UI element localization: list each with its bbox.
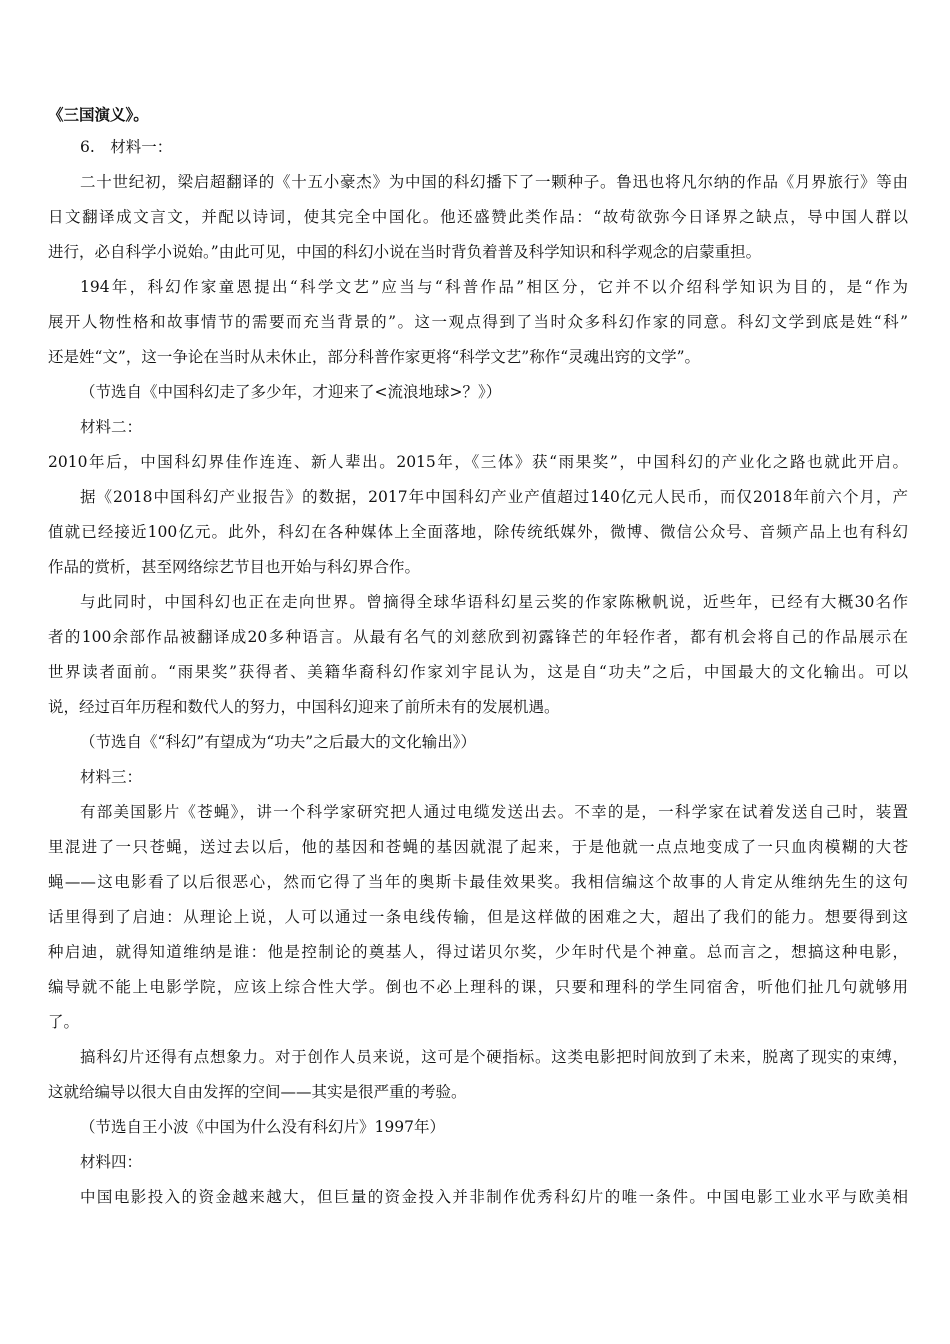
text-line: 种启迪，就得知道维纳是谁：他是控制论的奠基人，得过诺贝尔奖，少年时代是个神童。总而言之，想搞这种电影， xyxy=(48,943,908,961)
section-heading: 材料四： xyxy=(80,1153,143,1171)
text-line: 还是姓“文”，这一争论在当时从未休止，部分科普作家更将“科学文艺”称作“灵魂出窍的文学”。 xyxy=(48,348,701,366)
text-line: 编导就不能上电影学院，应该上综合性大学。倒也不必上理科的课，只要和理科的学生同宿舍，听他们扯几句就够用 xyxy=(48,978,908,996)
text-line: 话里得到了启迪：从理论上说，人可以通过一条电线传输，但是这样做的困难之大，超出了我们的能力。想要得到这 xyxy=(48,908,908,926)
text-line: 搞科幻片还得有点想象力。对于创作人员来说，这可是个硬指标。这类电影把时间放到了未来，脱离了现实的束缚， xyxy=(80,1048,908,1066)
text-line: 日文翻译成文言文，并配以诗词，使其完全中国化。他还盛赞此类作品：“故苟欲弥今日译界之缺点，导中国人群以 xyxy=(48,208,908,226)
text-line: 194年，科幻作家童恩提出“科学文艺”应当与“科普作品”相区分，它并不以介绍科学知识为目的，是“作为 xyxy=(80,278,908,296)
source-citation: （节选自王小波《中国为什么没有科幻片》1997年） xyxy=(80,1118,445,1136)
text-line: 中国电影投入的资金越来越大，但巨量的资金投入并非制作优秀科幻片的唯一条件。中国电影工业水平与欧美相 xyxy=(80,1188,908,1206)
text-line: 《三国演义》。 xyxy=(48,106,149,124)
source-citation: （节选自《中国科幻走了多少年，才迎来了<流浪地球>？》） xyxy=(80,383,502,401)
text-line: 据《2018中国科幻产业报告》的数据，2017年中国科幻产业产值超过140亿元人民币，而仅2018年前六个月，产 xyxy=(80,488,908,506)
text-line: 世界读者面前。“雨果奖”获得者、美籍华裔科幻作家刘宇昆认为，这是自“功夫”之后，中国最大的文化输出。可以 xyxy=(48,663,908,681)
text-line: 了。 xyxy=(48,1013,80,1031)
text-line: 进行，必自科学小说始。”由此可见，中国的科幻小说在当时背负着普及科学知识和科学观念的启蒙重担。 xyxy=(48,243,762,261)
text-line: 有部美国影片《苍蝇》，讲一个科学家研究把人通过电缆发送出去。不幸的是，一科学家在试着发送自己时，装置 xyxy=(80,803,908,821)
text-line: 说，经过百年历程和数代人的努力，中国科幻迎来了前所未有的发展机遇。 xyxy=(48,698,560,716)
text-line: 这就给编导以很大自由发挥的空间——其实是很严重的考验。 xyxy=(48,1083,467,1101)
text-line: 里混进了一只苍蝇，送过去以后，他的基因和苍蝇的基因就混了起来，于是他就一点点地变成了一只血肉模糊的大苍 xyxy=(48,838,908,856)
text-line: 作品的赏析，甚至网络综艺节目也开始与科幻界合作。 xyxy=(48,558,421,576)
text-line: 2010年后，中国科幻界佳作连连、新人辈出。2015年，《三体》获“雨果奖”，中国科幻的产业化之路也就此开启。 xyxy=(48,453,908,471)
text-line: 二十世纪初，梁启超翻译的《十五小豪杰》为中国的科幻播下了一颗种子。鲁迅也将凡尔纳的作品《月界旅行》等由 xyxy=(80,173,908,191)
text-line: 展开人物性格和故事情节的需要而充当背景的”。这一观点得到了当时众多科幻作家的同意。科幻文学到底是姓“科” xyxy=(48,313,908,331)
question-number: 6. 材料一： xyxy=(80,138,173,156)
section-heading: 材料二： xyxy=(80,418,143,436)
text-line: 与此同时，中国科幻也正在走向世界。曾摘得全球华语科幻星云奖的作家陈楸帆说，近些年，已经有大概30名作 xyxy=(80,593,908,611)
section-heading: 材料三： xyxy=(80,768,143,786)
text-line: 者的100余部作品被翻译成20多种语言。从最有名气的刘慈欣到初露锋芒的年轻作者，都有机会将自己的作品展示在 xyxy=(48,628,908,646)
text-line: 值就已经接近100亿元。此外，科幻在各种媒体上全面落地，除传统纸媒外，微博、微信公众号、音频产品上也有科幻 xyxy=(48,523,908,541)
source-citation: （节选自《“科幻”有望成为“功夫”之后最大的文化输出》） xyxy=(80,733,476,751)
text-line: 蝇——这电影看了以后很恶心，然而它得了当年的奥斯卡最佳效果奖。我相信编这个故事的人肯定从维纳先生的这句 xyxy=(48,873,908,891)
